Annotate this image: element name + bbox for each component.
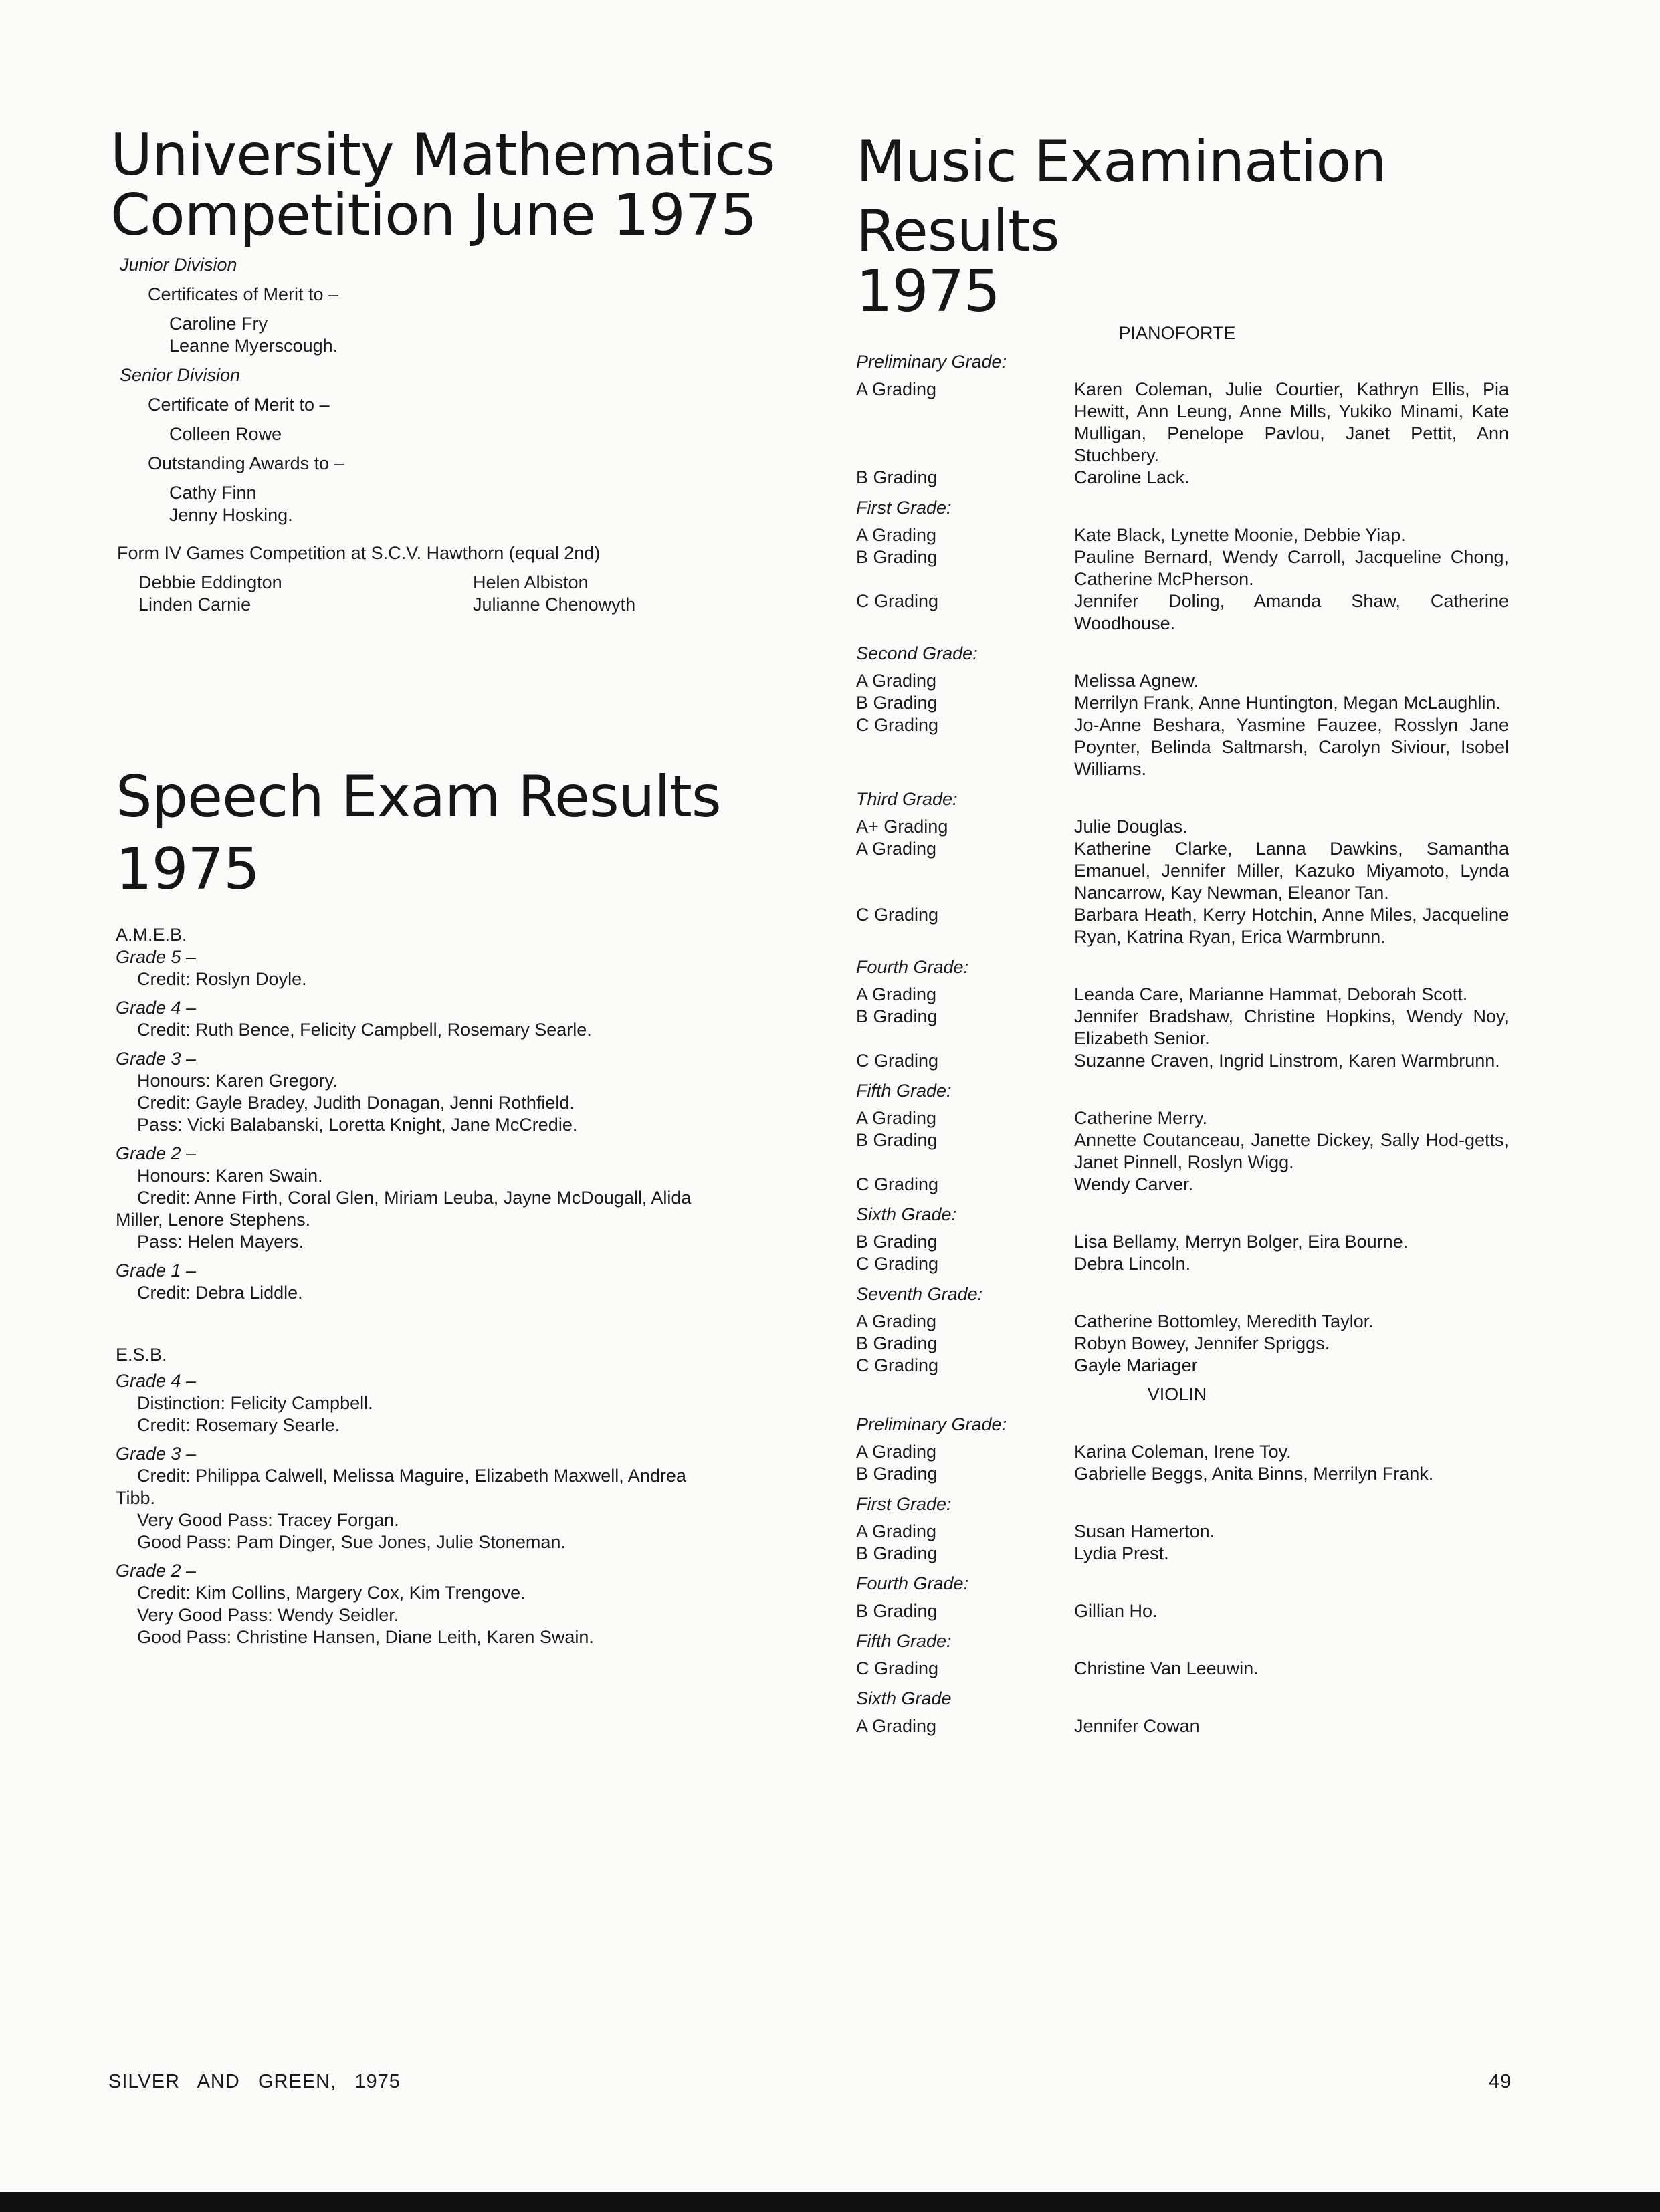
music-grade-block — [856, 956, 1532, 1072]
music-grading-row — [856, 904, 1532, 948]
grading-level: A Grading — [856, 984, 937, 1004]
music-grade-block — [856, 1630, 1532, 1680]
grading-names: Jennifer Cowan — [1074, 1716, 1200, 1736]
grading-level: C Grading — [856, 1174, 939, 1194]
speech-result-line: Credit: Kim Collins, Margery Cox, Kim Trengove. — [137, 1583, 526, 1603]
grading-level: A Grading — [856, 839, 937, 859]
speech-result-line: Credit: Gayle Bradey, Judith Donagan, Jenni Rothfield. — [137, 1093, 575, 1113]
grading-level: B Grading — [856, 1543, 938, 1563]
music-grading-row — [856, 1174, 1532, 1196]
grading-names: Jennifer Doling, Amanda Shaw, Catherine Woodhouse. — [1074, 591, 1509, 633]
grading-names: Caroline Lack. — [1074, 467, 1190, 487]
senior-cert-heading: Certificate of Merit to – — [148, 395, 330, 415]
speech-grade-heading: Grade 2 – — [116, 1561, 197, 1581]
form-iv-name: Helen Albiston — [473, 572, 589, 592]
speech-result-line: Very Good Pass: Wendy Seidler. — [137, 1605, 399, 1625]
speech-grade-heading: Grade 3 – — [116, 1444, 197, 1464]
speech-title-line2: 1975 — [116, 836, 260, 903]
grading-names: Merrilyn Frank, Anne Huntington, Megan McLaughlin. — [1074, 693, 1501, 713]
speech-grade-heading: Grade 5 – — [116, 947, 197, 967]
speech-grade-heading: Grade 4 – — [116, 998, 197, 1018]
grading-names: Catherine Merry. — [1074, 1108, 1208, 1128]
pianoforte-heading: PIANOFORTE — [1118, 323, 1236, 343]
grading-level: C Grading — [856, 905, 939, 925]
music-grading-row — [856, 670, 1532, 692]
grading-names: Wendy Carver. — [1074, 1174, 1194, 1194]
music-grading-row — [856, 467, 1532, 489]
speech-grade-block — [116, 997, 798, 1041]
speech-result-line: Pass: Vicki Balabanski, Loretta Knight, Jane McCredie. — [137, 1115, 578, 1135]
music-grading-row — [856, 1521, 1532, 1543]
music-grading-row — [856, 1600, 1532, 1622]
music-title-line1: Music Examination Results — [856, 128, 1386, 265]
grading-names: Pauline Bernard, Wendy Carroll, Jacqueline Chong, Catherine McPherson. — [1074, 547, 1509, 589]
speech-result-line: Miller, Lenore Stephens. — [116, 1210, 311, 1230]
speech-grade-block — [116, 1443, 798, 1553]
grading-names: Karen Coleman, Julie Courtier, Kathryn Ellis, Pia Hewitt, Ann Leung, Anne Mills, Yukiko Minami, Kate Mulligan, Penelope Pavlou, Janet Pettit, Ann Stuchbery. — [1074, 379, 1509, 465]
music-grade-block — [856, 1688, 1532, 1737]
speech-grade-block — [116, 1560, 798, 1648]
grading-level: C Grading — [856, 1355, 939, 1375]
form-iv-name: Debbie Eddington — [138, 572, 282, 592]
speech-result-line: Credit: Philippa Calwell, Melissa Maguire, Elizabeth Maxwell, Andrea — [137, 1466, 686, 1486]
music-grading-row — [856, 1658, 1532, 1680]
footer-publication: SILVER AND GREEN, 1975 — [108, 2071, 401, 2092]
form-iv-name: Linden Carnie — [138, 594, 251, 615]
grading-level: B Grading — [856, 1006, 938, 1026]
speech-grade-block — [116, 1143, 798, 1253]
music-grade-block — [856, 351, 1532, 489]
ameb-heading: A.M.E.B. — [116, 925, 187, 945]
speech-grade-block — [116, 1048, 798, 1136]
speech-grade-heading: Grade 3 – — [116, 1048, 197, 1069]
ameb-grades — [116, 946, 798, 1304]
music-title-line2: 1975 — [856, 258, 1000, 325]
grading-names: Julie Douglas. — [1074, 816, 1188, 837]
music-grade-heading: Fifth Grade: — [856, 1081, 952, 1101]
music-grade-heading: First Grade: — [856, 497, 952, 518]
senior-division-heading: Senior Division — [120, 365, 241, 385]
music-grading-row — [856, 714, 1532, 780]
grading-level: C Grading — [856, 591, 939, 611]
grading-level: C Grading — [856, 1050, 939, 1071]
music-grade-heading: Preliminary Grade: — [856, 1414, 1007, 1434]
music-grading-row — [856, 816, 1532, 838]
music-section — [856, 127, 1532, 1737]
speech-result-line: Good Pass: Pam Dinger, Sue Jones, Julie Stoneman. — [137, 1532, 566, 1552]
music-grading-row — [856, 1006, 1532, 1050]
grading-names: Gayle Mariager — [1074, 1355, 1198, 1375]
grading-names: Catherine Bottomley, Meredith Taylor. — [1074, 1311, 1374, 1331]
form-iv-heading: Form IV Games Competition at S.C.V. Hawthorn (equal 2nd) — [117, 543, 601, 563]
grading-level: C Grading — [856, 1254, 939, 1274]
music-grading-row — [856, 1231, 1532, 1253]
grading-level: B Grading — [856, 467, 938, 487]
speech-result-line: Honours: Karen Gregory. — [137, 1071, 338, 1091]
music-grade-heading: Preliminary Grade: — [856, 352, 1007, 372]
senior-cert-name: Colleen Rowe — [169, 424, 282, 444]
speech-result-line: Good Pass: Christine Hansen, Diane Leith, Karen Swain. — [137, 1627, 594, 1647]
grading-level: B Grading — [856, 547, 938, 567]
music-grade-heading: Fourth Grade: — [856, 1573, 969, 1593]
speech-result-line: Credit: Ruth Bence, Felicity Campbell, Rosemary Searle. — [137, 1020, 592, 1040]
speech-grade-heading: Grade 1 – — [116, 1260, 197, 1281]
music-grading-row — [856, 378, 1532, 467]
grading-names: Karina Coleman, Irene Toy. — [1074, 1442, 1291, 1462]
speech-result-line: Credit: Roslyn Doyle. — [137, 969, 307, 989]
music-grade-block — [856, 1204, 1532, 1275]
esb-heading: E.S.B. — [116, 1345, 167, 1365]
outstanding-heading: Outstanding Awards to – — [148, 453, 344, 473]
music-grade-block — [856, 788, 1532, 948]
grading-level: B Grading — [856, 1464, 938, 1484]
music-grade-heading: Fifth Grade: — [856, 1631, 952, 1651]
grading-level: A+ Grading — [856, 816, 948, 837]
grading-names: Jo-Anne Beshara, Yasmine Fauzee, Rosslyn Jane Poynter, Belinda Saltmarsh, Carolyn Siviour, Isobel Williams. — [1074, 715, 1509, 779]
junior-cert-heading: Certificates of Merit to – — [148, 284, 339, 304]
speech-result-line: Very Good Pass: Tracey Forgan. — [137, 1510, 399, 1530]
grading-level: A Grading — [856, 671, 937, 691]
music-grading-row — [856, 1333, 1532, 1355]
grading-level: C Grading — [856, 1658, 939, 1678]
grading-names: Gillian Ho. — [1074, 1601, 1158, 1621]
speech-title-line1: Speech Exam Results — [116, 764, 721, 831]
music-grade-block — [856, 1080, 1532, 1196]
music-grade-heading: Sixth Grade — [856, 1688, 952, 1708]
page-number: 49 — [1489, 2071, 1512, 2092]
speech-result-line: Credit: Rosemary Searle. — [137, 1415, 340, 1435]
grading-names: Suzanne Craven, Ingrid Linstrom, Karen Warmbrunn. — [1074, 1050, 1500, 1071]
music-grade-block — [856, 1573, 1532, 1622]
music-grading-row — [856, 1107, 1532, 1129]
speech-result-line: Honours: Karen Swain. — [137, 1166, 323, 1186]
grading-level: B Grading — [856, 1333, 938, 1353]
grading-names: Susan Hamerton. — [1074, 1521, 1215, 1541]
grading-names: Robyn Bowey, Jennifer Spriggs. — [1074, 1333, 1330, 1353]
math-title-line2: Competition June 1975 — [110, 182, 757, 249]
grading-level: A Grading — [856, 379, 937, 399]
pianoforte-results — [856, 351, 1532, 1377]
esb-grades — [116, 1370, 798, 1648]
scan-edge — [0, 2192, 1660, 2212]
music-grade-block — [856, 1283, 1532, 1377]
music-grading-row — [856, 1543, 1532, 1565]
grading-level: A Grading — [856, 1108, 937, 1128]
grading-names: Leanda Care, Marianne Hammat, Deborah Scott. — [1074, 984, 1468, 1004]
music-grading-row — [856, 524, 1532, 546]
grading-level: A Grading — [856, 1521, 937, 1541]
junior-division-heading: Junior Division — [120, 255, 237, 275]
junior-name: Caroline Fry — [169, 314, 268, 334]
math-title-line1: University Mathematics — [110, 122, 775, 189]
junior-name: Leanne Myerscough. — [169, 336, 338, 356]
music-grade-block — [856, 643, 1532, 780]
outstanding-name: Jenny Hosking. — [169, 505, 293, 525]
music-grading-row — [856, 984, 1532, 1006]
music-grading-row — [856, 692, 1532, 714]
grading-level: A Grading — [856, 1311, 937, 1331]
math-section — [110, 120, 774, 616]
grading-level: A Grading — [856, 1442, 937, 1462]
speech-result-line: Credit: Debra Liddle. — [137, 1283, 303, 1303]
grading-level: A Grading — [856, 1716, 937, 1736]
music-grade-heading: Seventh Grade: — [856, 1284, 983, 1304]
form-iv-name: Julianne Chenowyth — [473, 594, 636, 615]
grading-names: Melissa Agnew. — [1074, 671, 1199, 691]
music-grade-block — [856, 1493, 1532, 1565]
grading-level: B Grading — [856, 1130, 938, 1150]
music-grading-row — [856, 1355, 1532, 1377]
music-grading-row — [856, 546, 1532, 590]
grading-names: Barbara Heath, Kerry Hotchin, Anne Miles, Jacqueline Ryan, Katrina Ryan, Erica Warmbrunn. — [1074, 905, 1509, 947]
music-grade-heading: Second Grade: — [856, 643, 978, 663]
music-grading-row — [856, 1050, 1532, 1072]
grading-names: Lydia Prest. — [1074, 1543, 1169, 1563]
music-grade-heading: Third Grade: — [856, 789, 958, 809]
music-grade-block — [856, 1414, 1532, 1485]
violin-results — [856, 1414, 1532, 1737]
grading-names: Debra Lincoln. — [1074, 1254, 1191, 1274]
music-grading-row — [856, 1441, 1532, 1463]
grading-level: B Grading — [856, 1232, 938, 1252]
speech-result-line: Credit: Anne Firth, Coral Glen, Miriam Leuba, Jayne McDougall, Alida — [137, 1188, 692, 1208]
grading-names: Gabrielle Beggs, Anita Binns, Merrilyn Frank. — [1074, 1464, 1434, 1484]
music-grading-row — [856, 838, 1532, 904]
music-grading-row — [856, 1311, 1532, 1333]
grading-names: Lisa Bellamy, Merryn Bolger, Eira Bourne. — [1074, 1232, 1409, 1252]
grading-level: B Grading — [856, 1601, 938, 1621]
speech-grade-block — [116, 946, 798, 990]
speech-result-line: Tibb. — [116, 1488, 156, 1508]
speech-grade-heading: Grade 2 – — [116, 1143, 197, 1164]
speech-grade-heading: Grade 4 – — [116, 1371, 197, 1391]
music-grading-row — [856, 590, 1532, 635]
grading-names: Annette Coutanceau, Janette Dickey, Sally Hod-getts, Janet Pinnell, Roslyn Wigg. — [1074, 1130, 1509, 1172]
grading-level: A Grading — [856, 525, 937, 545]
music-grading-row — [856, 1129, 1532, 1174]
speech-grade-block — [116, 1260, 798, 1304]
violin-heading: VIOLIN — [1147, 1384, 1207, 1404]
grading-names: Jennifer Bradshaw, Christine Hopkins, Wendy Noy, Elizabeth Senior. — [1074, 1006, 1509, 1048]
music-grade-block — [856, 497, 1532, 635]
grading-names: Katherine Clarke, Lanna Dawkins, Samantha Emanuel, Jennifer Miller, Kazuko Miyamoto, Lynda Nancarrow, Kay Newman, Eleanor Tan. — [1074, 839, 1509, 903]
music-grading-row — [856, 1253, 1532, 1275]
music-grading-row — [856, 1715, 1532, 1737]
outstanding-name: Cathy Finn — [169, 483, 257, 503]
speech-result-line: Distinction: Felicity Campbell. — [137, 1393, 373, 1413]
speech-section — [116, 762, 798, 1648]
speech-result-line: Pass: Helen Mayers. — [137, 1232, 304, 1252]
speech-grade-block — [116, 1370, 798, 1436]
music-grade-heading: Sixth Grade: — [856, 1204, 957, 1224]
music-grade-heading: Fourth Grade: — [856, 957, 969, 977]
grading-names: Kate Black, Lynette Moonie, Debbie Yiap. — [1074, 525, 1406, 545]
music-grading-row — [856, 1463, 1532, 1485]
grading-names: Christine Van Leeuwin. — [1074, 1658, 1259, 1678]
grading-level: C Grading — [856, 715, 939, 735]
music-grade-heading: First Grade: — [856, 1494, 952, 1514]
grading-level: B Grading — [856, 693, 938, 713]
